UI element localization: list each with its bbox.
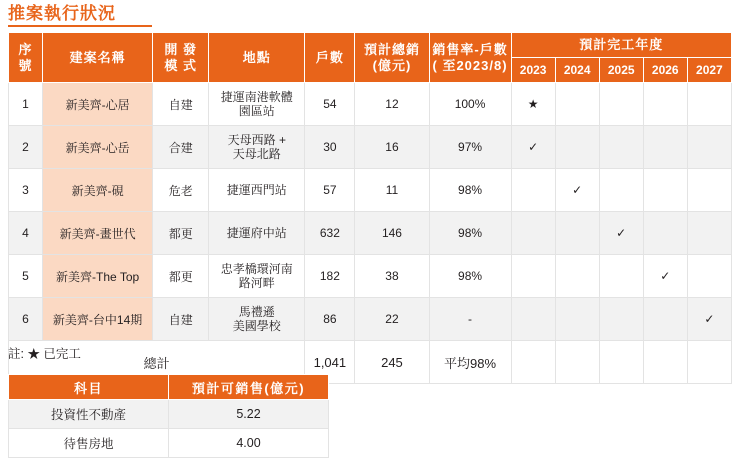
cell-year-2025: ✓	[599, 212, 643, 255]
cell-location-l2: 園區站	[238, 104, 275, 118]
header-seq-l1: 序	[18, 41, 33, 57]
header-row-1	[9, 33, 732, 58]
header-year-2026: 2026	[643, 58, 687, 83]
cell-location-l2: 路河畔	[238, 276, 275, 290]
header-sales-rate	[429, 33, 511, 83]
cell-seq: 2	[9, 126, 43, 169]
cell-year-2025	[599, 255, 643, 298]
cell-year-2025	[599, 169, 643, 212]
page-title: 推案執行狀況	[8, 4, 116, 23]
cell-units: 30	[305, 126, 355, 169]
total-estimated-sales: 245	[355, 341, 429, 384]
cell-year-2023	[511, 298, 555, 341]
header-estimated-sales	[355, 33, 429, 83]
table-row	[9, 83, 732, 126]
table-row	[9, 169, 732, 212]
total-year-2026	[643, 341, 687, 384]
table-row	[9, 126, 732, 169]
cell-seq: 5	[9, 255, 43, 298]
header-sales-rate-l2: ( 至2023/8)	[432, 57, 508, 73]
cell-year-2023: ✓	[511, 126, 555, 169]
cell-mode: 自建	[153, 83, 209, 126]
header-seq-l2: 號	[18, 57, 33, 73]
cell-location-l2: 美國學校	[232, 319, 281, 333]
cell-units: 86	[305, 298, 355, 341]
cell-estimated-sales: 12	[355, 83, 429, 126]
cell-mode: 危老	[153, 169, 209, 212]
sub-cell-item: 投資性不動產	[9, 400, 169, 429]
cell-estimated-sales: 11	[355, 169, 429, 212]
table-row	[9, 255, 732, 298]
header-mode-l2: 模 式	[164, 57, 198, 73]
cell-location	[209, 255, 305, 298]
cell-year-2026	[643, 169, 687, 212]
header-estimated-sales-l1: 預計總銷	[363, 41, 420, 57]
cell-year-2026	[643, 83, 687, 126]
cell-year-2027	[687, 169, 731, 212]
cell-units: 54	[305, 83, 355, 126]
header-location: 地點	[209, 33, 305, 83]
cell-location-l1: 捷運南港軟體	[220, 90, 293, 104]
sub-cell-value: 5.22	[169, 400, 329, 429]
cell-year-2024	[555, 212, 599, 255]
cell-year-2024: ✓	[555, 169, 599, 212]
cell-year-2026	[643, 212, 687, 255]
cell-year-2026	[643, 126, 687, 169]
total-year-2027	[687, 341, 731, 384]
cell-year-2024	[555, 126, 599, 169]
sub-cell-value: 4.00	[169, 429, 329, 458]
header-year-2024: 2024	[555, 58, 599, 83]
cell-location-l1: 天母西路 +	[227, 133, 286, 147]
cell-mode: 自建	[153, 298, 209, 341]
total-label: 總計	[9, 341, 305, 384]
cell-estimated-sales: 146	[355, 212, 429, 255]
cell-location-l1: 馬禮遜	[238, 305, 275, 319]
cell-sales-rate: 97%	[429, 126, 511, 169]
cell-year-2025	[599, 83, 643, 126]
cell-location	[209, 126, 305, 169]
cell-location	[209, 83, 305, 126]
header-year-2023: 2023	[511, 58, 555, 83]
cell-sales-rate: 98%	[429, 169, 511, 212]
cell-year-2024	[555, 255, 599, 298]
header-mode	[153, 33, 209, 83]
table-row	[9, 429, 329, 458]
cell-sales-rate: 100%	[429, 83, 511, 126]
sellable-assets-table	[8, 374, 329, 458]
cell-year-2027	[687, 255, 731, 298]
cell-estimated-sales: 16	[355, 126, 429, 169]
header-year-2025: 2025	[599, 58, 643, 83]
total-sales-rate: 平均98%	[429, 341, 511, 384]
cell-sales-rate: 98%	[429, 212, 511, 255]
cell-location: 捷運西門站	[209, 169, 305, 212]
table-header	[9, 33, 732, 83]
cell-project: 新美齊-台中14期	[43, 298, 153, 341]
project-status-table	[8, 32, 732, 384]
cell-mode: 都更	[153, 212, 209, 255]
cell-project: 新美齊-畫世代	[43, 212, 153, 255]
page-title-block	[8, 4, 152, 27]
header-units: 戶數	[305, 33, 355, 83]
cell-location: 捷運府中站	[209, 212, 305, 255]
header-completion-year: 預計完工年度	[511, 33, 731, 58]
cell-year-2023	[511, 255, 555, 298]
sub-cell-item: 待售房地	[9, 429, 169, 458]
cell-seq: 6	[9, 298, 43, 341]
header-mode-l1: 開 發	[164, 41, 198, 57]
cell-location	[209, 298, 305, 341]
cell-estimated-sales: 22	[355, 298, 429, 341]
header-year-2027: 2027	[687, 58, 731, 83]
cell-year-2026	[643, 298, 687, 341]
cell-project: 新美齊-硯	[43, 169, 153, 212]
cell-mode: 合建	[153, 126, 209, 169]
table-row	[9, 298, 732, 341]
total-year-2025	[599, 341, 643, 384]
cell-year-2026: ✓	[643, 255, 687, 298]
cell-year-2025	[599, 298, 643, 341]
cell-year-2024	[555, 83, 599, 126]
cell-location-l1: 忠孝橋環河南	[220, 262, 293, 276]
cell-year-2027	[687, 83, 731, 126]
total-year-2024	[555, 341, 599, 384]
cell-sales-rate: -	[429, 298, 511, 341]
cell-year-2027	[687, 212, 731, 255]
header-estimated-sales-l2: (億元)	[372, 57, 412, 73]
cell-project: 新美齊-The Top	[43, 255, 153, 298]
cell-units: 632	[305, 212, 355, 255]
total-units: 1,041	[305, 341, 355, 384]
cell-year-2023: ★	[511, 83, 555, 126]
sub-header-row	[9, 375, 329, 400]
cell-units: 182	[305, 255, 355, 298]
cell-mode: 都更	[153, 255, 209, 298]
cell-year-2027	[687, 126, 731, 169]
table-body	[9, 83, 732, 384]
cell-estimated-sales: 38	[355, 255, 429, 298]
sub-header-item: 科目	[9, 375, 169, 400]
header-seq	[9, 33, 43, 83]
sub-header-value: 預計可銷售(億元)	[169, 375, 329, 400]
cell-year-2024	[555, 298, 599, 341]
sub-table-body	[9, 400, 329, 458]
cell-location-l2: 天母北路	[232, 147, 281, 161]
header-project: 建案名稱	[43, 33, 153, 83]
title-underline	[8, 25, 152, 27]
cell-seq: 3	[9, 169, 43, 212]
total-year-2023	[511, 341, 555, 384]
cell-project: 新美齊-心岳	[43, 126, 153, 169]
table-row	[9, 212, 732, 255]
cell-seq: 1	[9, 83, 43, 126]
cell-year-2023	[511, 169, 555, 212]
cell-year-2025	[599, 126, 643, 169]
sub-table-header	[9, 375, 329, 400]
header-sales-rate-l1: 銷售率-戶數	[432, 41, 508, 57]
footnote: 註: ★ 已完工	[8, 347, 81, 361]
cell-project: 新美齊-心居	[43, 83, 153, 126]
cell-year-2023	[511, 212, 555, 255]
cell-seq: 4	[9, 212, 43, 255]
cell-year-2027: ✓	[687, 298, 731, 341]
cell-sales-rate: 98%	[429, 255, 511, 298]
table-row	[9, 400, 329, 429]
cell-units: 57	[305, 169, 355, 212]
